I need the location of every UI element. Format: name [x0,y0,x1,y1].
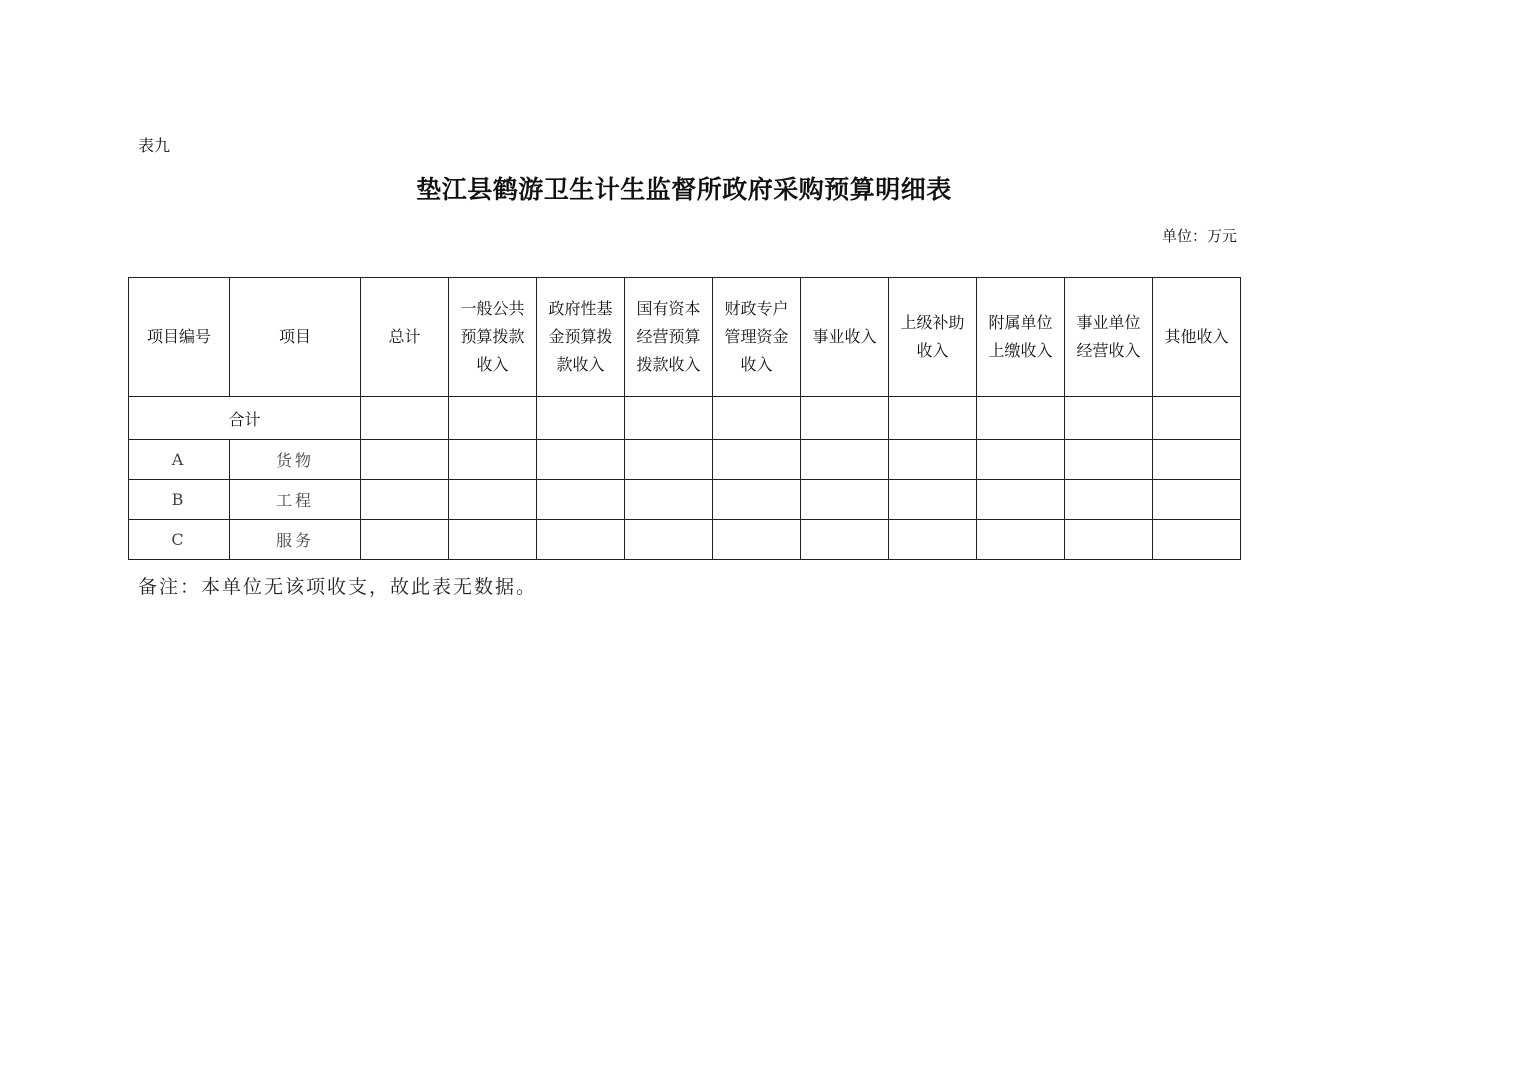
header-project-code: 项目编号 [129,278,230,397]
table-cell [1153,520,1241,560]
header-government-fund: 政府性基金预算拨款收入 [537,278,625,397]
table-cell [625,440,713,480]
table-row [129,440,1241,480]
table-cell [449,520,537,560]
header-total: 总计 [361,278,449,397]
row-code: A [129,440,230,480]
row-code: C [129,520,230,560]
table-cell [361,480,449,520]
header-superior-subsidy: 上级补助收入 [889,278,977,397]
header-business-income: 事业收入 [801,278,889,397]
table-cell [1065,480,1153,520]
table-cell [889,440,977,480]
table-cell [361,440,449,480]
table-cell [801,440,889,480]
header-project: 项目 [230,278,361,397]
row-item: 货物 [230,440,361,480]
table-cell [889,397,977,440]
procurement-budget-table [128,277,1241,560]
table-cell [449,440,537,480]
table-cell [1153,397,1241,440]
table-cell [1065,397,1153,440]
table-cell [1153,440,1241,480]
header-row [129,278,1241,397]
row-item: 工程 [230,480,361,520]
table-cell [361,397,449,440]
table-cell [889,480,977,520]
table-cell [537,440,625,480]
header-general-budget: 一般公共预算拨款收入 [449,278,537,397]
unit-note: 单位：万元 [1162,227,1238,245]
table-cell [977,397,1065,440]
table-cell [361,520,449,560]
table-cell [449,397,537,440]
document-title: 垫江县鹤游卫生计生监督所政府采购预算明细表 [416,175,952,204]
table-cell [537,480,625,520]
table-cell [625,520,713,560]
table-cell [1065,520,1153,560]
header-affiliated-remittance: 附属单位上缴收入 [977,278,1065,397]
row-code: B [129,480,230,520]
table-cell [1153,480,1241,520]
header-other-income: 其他收入 [1153,278,1241,397]
table-cell [537,397,625,440]
table-row [129,520,1241,560]
table-cell [977,480,1065,520]
table-number-label: 表九 [138,136,171,155]
table-cell [801,520,889,560]
table-cell [977,520,1065,560]
total-label: 合计 [129,397,361,440]
table-cell [625,397,713,440]
header-state-capital: 国有资本经营预算拨款收入 [625,278,713,397]
table-cell [713,480,801,520]
table-cell [713,520,801,560]
row-item: 服务 [230,520,361,560]
header-operating-income: 事业单位经营收入 [1065,278,1153,397]
table-cell [801,480,889,520]
table-cell [537,520,625,560]
table-cell [801,397,889,440]
table-cell [449,480,537,520]
table-cell [625,480,713,520]
table-cell [713,440,801,480]
total-row [129,397,1241,440]
table-cell [889,520,977,560]
table-cell [713,397,801,440]
table-cell [977,440,1065,480]
table-row [129,480,1241,520]
footnote: 备注：本单位无该项收支，故此表无数据。 [138,576,538,598]
header-special-account: 财政专户管理资金收入 [713,278,801,397]
table-cell [1065,440,1153,480]
